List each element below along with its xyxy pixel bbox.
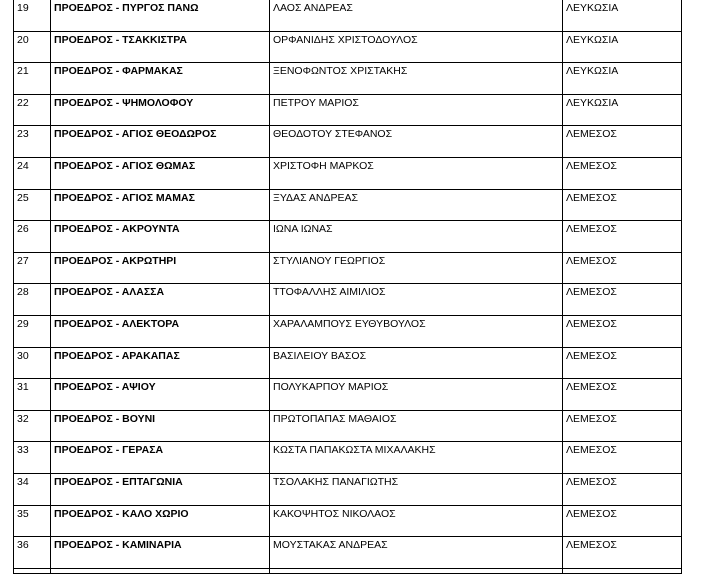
person-name-cell: ΘΕΟΔΟΤΟΥ ΣΤΕΦΑΝΟΣ [270, 126, 563, 158]
row-number-cell: 32 [14, 410, 51, 442]
table-row [14, 284, 682, 316]
table-row-partial [14, 568, 682, 573]
district-cell: ΛΕΥΚΩΣΙΑ [563, 31, 682, 63]
district-cell: ΛΕΜΕΣΟΣ [563, 252, 682, 284]
table-row [14, 505, 682, 537]
table-row [14, 442, 682, 474]
district-cell: ΛΕΜΕΣΟΣ [563, 126, 682, 158]
position-title-cell: ΠΡΟΕΔΡΟΣ - ΑΚΡΟΥΝΤΑ [51, 221, 270, 253]
district-cell: ΛΕΥΚΩΣΙΑ [563, 0, 682, 31]
position-title-cell: ΠΡΟΕΔΡΟΣ - ΨΗΜΟΛΟΦΟΥ [51, 94, 270, 126]
person-name-cell: ΞΥΔΑΣ ΑΝΔΡΕΑΣ [270, 189, 563, 221]
person-name-cell: ΟΡΦΑΝΙΔΗΣ ΧΡΙΣΤΟΔΟΥΛΟΣ [270, 31, 563, 63]
district-cell: ΛΕΜΕΣΟΣ [563, 505, 682, 537]
row-number-cell: 21 [14, 63, 51, 95]
row-number-cell: 27 [14, 252, 51, 284]
district-cell: ΛΕΜΕΣΟΣ [563, 410, 682, 442]
table-row [14, 410, 682, 442]
row-number-cell: 26 [14, 221, 51, 253]
table-row [14, 157, 682, 189]
person-name-cell: ΙΩΝΑ ΙΩΝΑΣ [270, 221, 563, 253]
person-name-cell: ΠΡΩΤΟΠΑΠΑΣ ΜΑΘΑΙΟΣ [270, 410, 563, 442]
person-name-cell: ΠΟΛΥΚΑΡΠΟΥ ΜΑΡΙΟΣ [270, 379, 563, 411]
row-number-cell: 20 [14, 31, 51, 63]
row-number-cell: 35 [14, 505, 51, 537]
district-cell: ΛΕΥΚΩΣΙΑ [563, 63, 682, 95]
position-title-cell: ΠΡΟΕΔΡΟΣ - ΑΚΡΩΤΗΡΙ [51, 252, 270, 284]
district-cell: ΛΕΜΕΣΟΣ [563, 189, 682, 221]
person-name-cell: ΜΟΥΣΤΑΚΑΣ ΑΝΔΡΕΑΣ [270, 537, 563, 569]
person-name-cell: ΚΩΣΤΑ ΠΑΠΑΚΩΣΤΑ ΜΙΧΑΛΑΚΗΣ [270, 442, 563, 474]
position-title-cell: ΠΡΟΕΔΡΟΣ - ΑΓΙΟΣ ΜΑΜΑΣ [51, 189, 270, 221]
position-title-cell: ΠΡΟΕΔΡΟΣ - ΦΑΡΜΑΚΑΣ [51, 63, 270, 95]
district-cell: ΛΕΜΕΣΟΣ [563, 442, 682, 474]
position-title-cell: ΠΡΟΕΔΡΟΣ - ΑΓΙΟΣ ΘΩΜΑΣ [51, 157, 270, 189]
row-number-cell: 29 [14, 315, 51, 347]
position-title-cell: ΠΡΟΕΔΡΟΣ - ΒΟΥΝΙ [51, 410, 270, 442]
position-title-cell: ΠΡΟΕΔΡΟΣ - ΚΑΜΙΝΑΡΙΑ [51, 537, 270, 569]
position-title-cell: ΠΡΟΕΔΡΟΣ - ΑΡΑΚΑΠΑΣ [51, 347, 270, 379]
empty-cell [14, 568, 51, 573]
empty-cell [51, 568, 270, 573]
district-cell: ΛΕΜΕΣΟΣ [563, 473, 682, 505]
roster-table-body [14, 0, 682, 573]
position-title-cell: ΠΡΟΕΔΡΟΣ - ΑΛΕΚΤΟΡΑ [51, 315, 270, 347]
roster-table [13, 0, 682, 574]
row-number-cell: 24 [14, 157, 51, 189]
row-number-cell: 28 [14, 284, 51, 316]
district-cell: ΛΕΜΕΣΟΣ [563, 157, 682, 189]
position-title-cell: ΠΡΟΕΔΡΟΣ - ΚΑΛΟ ΧΩΡΙΟ [51, 505, 270, 537]
position-title-cell: ΠΡΟΕΔΡΟΣ - ΑΛΑΣΣΑ [51, 284, 270, 316]
row-number-cell: 34 [14, 473, 51, 505]
table-row [14, 189, 682, 221]
table-row [14, 315, 682, 347]
person-name-cell: ΠΕΤΡΟΥ ΜΑΡΙΟΣ [270, 94, 563, 126]
row-number-cell: 36 [14, 537, 51, 569]
person-name-cell: ΚΑΚΟΨΗΤΟΣ ΝΙΚΟΛΑΟΣ [270, 505, 563, 537]
person-name-cell: ΣΤΥΛΙΑΝΟΥ ΓΕΩΡΓΙΟΣ [270, 252, 563, 284]
district-cell: ΛΕΜΕΣΟΣ [563, 284, 682, 316]
table-row [14, 473, 682, 505]
row-number-cell: 30 [14, 347, 51, 379]
district-cell: ΛΕΜΕΣΟΣ [563, 347, 682, 379]
position-title-cell: ΠΡΟΕΔΡΟΣ - ΓΕΡΑΣΑ [51, 442, 270, 474]
district-cell: ΛΕΜΕΣΟΣ [563, 315, 682, 347]
table-row [14, 221, 682, 253]
table-row [14, 537, 682, 569]
empty-cell [270, 568, 563, 573]
table-row [14, 252, 682, 284]
district-cell: ΛΕΜΕΣΟΣ [563, 379, 682, 411]
person-name-cell: ΤΣΟΛΑΚΗΣ ΠΑΝΑΓΙΩΤΗΣ [270, 473, 563, 505]
table-row [14, 0, 682, 31]
person-name-cell: ΤΤΟΦΑΛΛΗΣ ΑΙΜΙΛΙΟΣ [270, 284, 563, 316]
position-title-cell: ΠΡΟΕΔΡΟΣ - ΠΥΡΓΟΣ ΠΑΝΩ [51, 0, 270, 31]
table-row [14, 31, 682, 63]
table-row [14, 347, 682, 379]
position-title-cell: ΠΡΟΕΔΡΟΣ - ΑΨΙΟΥ [51, 379, 270, 411]
empty-cell [563, 568, 682, 573]
table-row [14, 126, 682, 158]
position-title-cell: ΠΡΟΕΔΡΟΣ - ΕΠΤΑΓΩΝΙΑ [51, 473, 270, 505]
person-name-cell: ΛΑΟΣ ΑΝΔΡΕΑΣ [270, 0, 563, 31]
district-cell: ΛΕΜΕΣΟΣ [563, 537, 682, 569]
row-number-cell: 22 [14, 94, 51, 126]
district-cell: ΛΕΥΚΩΣΙΑ [563, 94, 682, 126]
table-row [14, 63, 682, 95]
position-title-cell: ΠΡΟΕΔΡΟΣ - ΤΣΑΚΚΙΣΤΡΑ [51, 31, 270, 63]
district-cell: ΛΕΜΕΣΟΣ [563, 221, 682, 253]
row-number-cell: 31 [14, 379, 51, 411]
row-number-cell: 33 [14, 442, 51, 474]
row-number-cell: 23 [14, 126, 51, 158]
row-number-cell: 19 [14, 0, 51, 31]
person-name-cell: ΧΡΙΣΤΟΦΗ ΜΑΡΚΟΣ [270, 157, 563, 189]
person-name-cell: ΒΑΣΙΛΕΙΟΥ ΒΑΣΟΣ [270, 347, 563, 379]
row-number-cell: 25 [14, 189, 51, 221]
position-title-cell: ΠΡΟΕΔΡΟΣ - ΑΓΙΟΣ ΘΕΟΔΩΡΟΣ [51, 126, 270, 158]
person-name-cell: ΧΑΡΑΛΑΜΠΟΥΣ ΕΥΘΥΒΟΥΛΟΣ [270, 315, 563, 347]
person-name-cell: ΞΕΝΟΦΩΝΤΟΣ ΧΡΙΣΤΑΚΗΣ [270, 63, 563, 95]
table-row [14, 94, 682, 126]
table-row [14, 379, 682, 411]
